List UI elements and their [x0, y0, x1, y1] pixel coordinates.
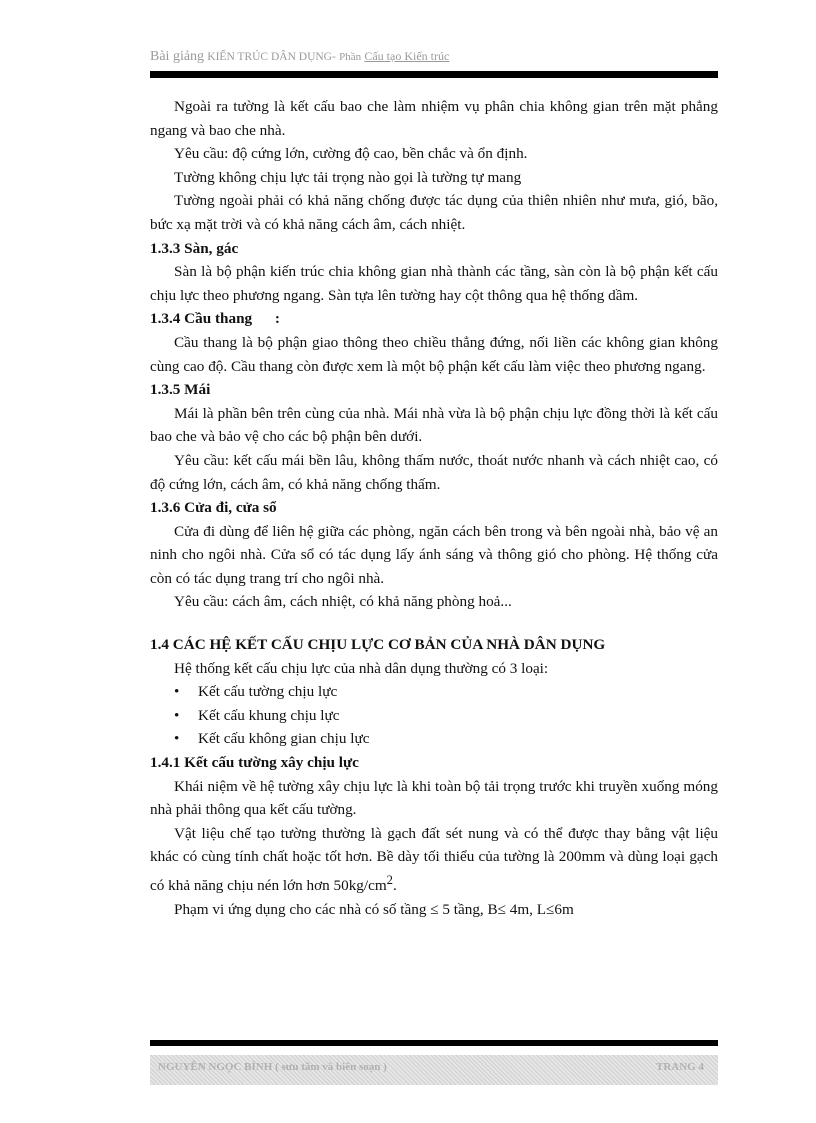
paragraph: Tường ngoài phải có khả năng chống được tác dụng của thiên nhiên như mưa, gió, bão, bức xạ mặt trời và có khả năng cách âm, cách nhiệt. [150, 192, 718, 233]
header-lecture: Bài giảng [150, 49, 205, 64]
page-footer [150, 1055, 718, 1085]
paragraph: Hệ thống kết cấu chịu lực của nhà dân dụng thường có 3 loại: [174, 659, 549, 677]
paragraph-end: . [392, 877, 397, 895]
paragraph: Mái là phần bên trên cùng của nhà. Mái nhà vừa là bộ phận chịu lực đồng thời là kết cấu bao che và bảo vệ cho các bộ phận bên dưới. [150, 404, 718, 446]
page-number: TRANG 4 [656, 1061, 704, 1073]
paragraph: Cầu thang là bộ phận giao thông theo chiều thẳng đứng, nối liền các không gian không cùng cao độ. Cầu thang còn được xem là một bộ phận kết cấu làm việc theo phương ngang. [150, 333, 718, 375]
bullet-icon: • [174, 730, 180, 748]
list-item [150, 680, 718, 704]
header-rule [150, 71, 718, 78]
footer-author: NGUYỄN NGỌC BÌNH ( sưu tầm và biên soạn ) [158, 1061, 387, 1073]
paragraph-text: Vật liệu chế tạo tường thường là gạch đất sét nung và có thể được thay bằng vật liệu khác có cùng tính chất hoặc tốt hơn. Bề dày tối thiểu của tường là 200mm và dùng loại gạch có khả năng chịu nén lớn hơn 50kg/cm [150, 824, 718, 895]
page-content [150, 95, 718, 921]
paragraph: Cửa đi dùng để liên hệ giữa các phòng, ngăn cách bên trong và bên ngoài nhà, bảo vệ an ninh cho ngôi nhà. Cửa sổ có tác dụng lấy ánh sáng và thông gió cho phòng. Hệ thống cửa còn có tác dụng trang trí cho ngôi nhà. [150, 522, 718, 587]
section-heading: 1.3.4 Cầu thang : [150, 310, 280, 328]
paragraph [150, 822, 718, 898]
paragraph: Sàn là bộ phận kiến trúc chia không gian nhà thành các tầng, sàn còn là bộ phận kết cấu chịu lực theo phương ngang. Sàn tựa lên tường hay cột thông qua hệ thống dầm. [150, 263, 718, 304]
bullet-icon: • [174, 706, 180, 724]
paragraph: Yêu cầu: kết cấu mái bền lâu, không thấm nước, thoát nước nhanh và cách nhiệt cao, có độ cứng lớn, cách âm, có khả năng chống thấm. [150, 451, 718, 493]
chapter-heading: 1.4 CÁC HỆ KẾT CẤU CHỊU LỰC CƠ BẢN CỦA NHÀ DÂN DỤNG [150, 636, 606, 654]
list-item [150, 704, 718, 728]
list-item-text: Kết cấu không gian chịu lực [198, 730, 370, 748]
paragraph: Yêu cầu: cách âm, cách nhiệt, có khả năng phòng hoả... [174, 593, 512, 611]
section-heading: 1.3.5 Mái [150, 381, 211, 399]
section-heading: 1.4.1 Kết cấu tường xây chịu lực [150, 754, 359, 772]
section-heading: 1.3.3 Sàn, gác [150, 239, 239, 257]
superscript: 2 [386, 873, 393, 887]
header-part: Phần [339, 51, 362, 63]
list-item [150, 727, 718, 751]
list-item-text: Kết cấu khung chịu lực [198, 706, 340, 724]
header-course: KIẾN TRÚC DÂN DỤNG- [207, 51, 336, 63]
list-item-text: Kết cấu tường chịu lực [198, 683, 338, 701]
paragraph: Khái niệm về hệ tường xây chịu lực là khi toàn bộ tải trọng trước khi truyền xuống móng nhà phải thông qua kết cấu tường. [150, 777, 718, 819]
page-header [150, 48, 718, 68]
paragraph: Ngoài ra tường là kết cấu bao che làm nhiệm vụ phân chia không gian trên mặt phẳng ngang và bao che nhà. [150, 98, 718, 139]
paragraph: Yêu cầu: độ cứng lớn, cường độ cao, bền chắc và ổn định. [174, 145, 528, 163]
paragraph: Phạm vi ứng dụng cho các nhà có số tầng ≤ 5 tầng, B≤ 4m, L≤6m [174, 900, 574, 918]
paragraph: Tường không chịu lực tải trọng nào gọi là tường tự mang [174, 168, 522, 186]
section-heading: 1.3.6 Cửa đi, cửa sổ [150, 499, 277, 517]
footer-rule [150, 1040, 718, 1046]
bullet-icon: • [174, 683, 180, 701]
header-topic: Cấu tạo Kiến trúc [364, 49, 450, 63]
